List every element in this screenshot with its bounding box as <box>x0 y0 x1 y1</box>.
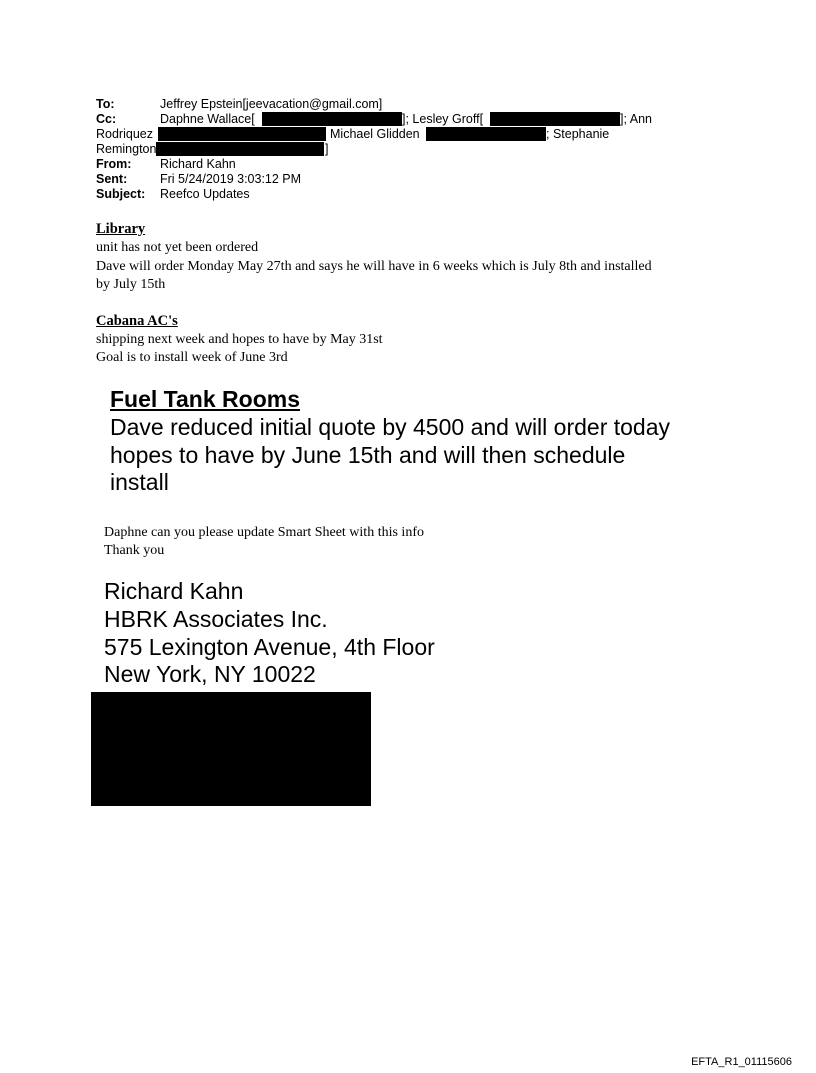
cc-bracket: ] <box>325 142 329 156</box>
to-value: Jeffrey Epstein[jeevacation@gmail.com] <box>160 97 383 111</box>
redaction-box <box>426 127 546 141</box>
redaction-box <box>156 142 324 156</box>
subject-value: Reefco Updates <box>160 187 250 201</box>
redaction-box <box>490 112 620 126</box>
cc-stephanie: ; Stephanie <box>546 127 610 141</box>
closing-line-1: Daphne can you please update Smart Sheet with this info <box>104 525 424 540</box>
library-line-1: unit has not yet been ordered <box>96 240 259 255</box>
cc-daphne: Daphne Wallace[ <box>160 112 255 126</box>
fuel-line-3: install <box>110 469 169 495</box>
fuel-line-2: hopes to have by June 15th and will then schedule <box>110 442 626 468</box>
cc-ann: ]; Ann <box>620 112 652 126</box>
library-line-3: by July 15th <box>96 277 166 292</box>
library-title: Library <box>96 221 146 237</box>
signature-company: HBRK Associates Inc. <box>104 606 328 632</box>
to-label: To: <box>96 97 115 111</box>
sent-label: Sent: <box>96 172 128 186</box>
cabana-line-2: Goal is to install week of June 3rd <box>96 350 288 365</box>
redaction-box <box>158 127 326 141</box>
cabana-line-1: shipping next week and hopes to have by May 31st <box>96 332 383 347</box>
cc-lesley: ]; Lesley Groff[ <box>402 112 484 126</box>
cabana-title: Cabana AC's <box>96 313 178 329</box>
sent-value: Fri 5/24/2019 3:03:12 PM <box>160 172 302 186</box>
fuel-line-1: Dave reduced initial quote by 4500 and will order today <box>110 414 671 440</box>
cc-label: Cc: <box>96 112 117 126</box>
redaction-box <box>91 692 371 806</box>
from-label: From: <box>96 157 132 171</box>
cc-glidden: Michael Glidden <box>330 127 420 141</box>
from-value: Richard Kahn <box>160 157 236 171</box>
cc-rodriquez: Rodriquez <box>96 127 153 141</box>
cc-remington: Remington <box>96 142 157 156</box>
document-id: EFTA_R1_01115606 <box>691 1056 792 1068</box>
signature-name: Richard Kahn <box>104 578 244 604</box>
fuel-title: Fuel Tank Rooms <box>110 386 300 412</box>
closing-line-2: Thank you <box>104 543 165 558</box>
library-line-2: Dave will order Monday May 27th and says he will have in 6 weeks which is July 8th and installed <box>96 259 652 274</box>
redaction-box <box>262 112 402 126</box>
signature-city: New York, NY 10022 <box>104 661 316 687</box>
subject-label: Subject: <box>96 187 146 201</box>
signature-address: 575 Lexington Avenue, 4th Floor <box>104 634 435 660</box>
